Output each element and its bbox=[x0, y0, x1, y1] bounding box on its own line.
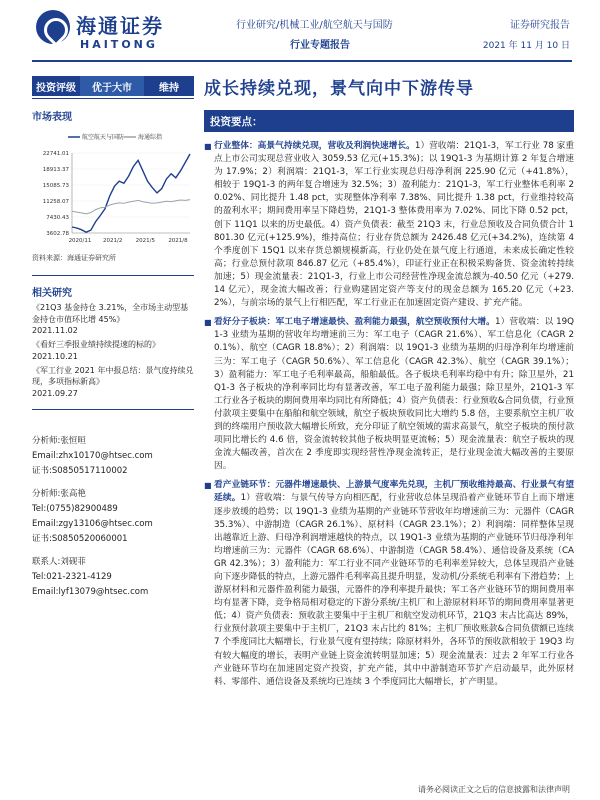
report-type: 行业专题报告 bbox=[290, 40, 350, 51]
rating-underline bbox=[32, 98, 194, 99]
x-tick-label: 2021/2 bbox=[102, 238, 123, 244]
market-chart bbox=[32, 129, 194, 249]
key-point bbox=[204, 316, 574, 473]
report-title: 成长持续兑现，景气向中下游传导 bbox=[204, 79, 474, 99]
y-tick-label: 22741.01 bbox=[42, 151, 69, 157]
rating-label: 投资评级 bbox=[32, 76, 80, 96]
key-point-text bbox=[214, 479, 574, 689]
contact-email[interactable]: Email:lyf13079@htsec.com bbox=[32, 586, 149, 597]
related-item-title: 《21Q3 基金持仓 3.21%，全市场主动型基金持仓市值环比增 45%》 bbox=[32, 303, 189, 324]
key-point-lead: 看好分子板块：军工电子增速最快、盈利能力最强，航空预收预付大增。 bbox=[214, 317, 495, 328]
rating-status: 维持 bbox=[144, 76, 194, 96]
section-divider bbox=[32, 409, 194, 410]
legend-label: 航空航天与国防 bbox=[82, 134, 125, 141]
analyst-email[interactable]: Email:zgy13106@htsec.com bbox=[32, 518, 153, 529]
related-section-title: 相关研究 bbox=[32, 288, 72, 299]
chart-source: 资料来源：海通证券研究所 bbox=[32, 254, 116, 262]
x-tick-label: 2021/5 bbox=[135, 238, 156, 244]
related-list bbox=[32, 302, 194, 399]
bullet-icon: ■ bbox=[204, 481, 212, 491]
logo-chinese: 海通证券 bbox=[76, 14, 164, 38]
industry-category: 行业研究/机械工业/航空航天与国防 bbox=[236, 20, 393, 31]
contact-tel: Tel:021-2321-4129 bbox=[32, 571, 112, 582]
key-point-text bbox=[214, 316, 574, 473]
related-item[interactable] bbox=[32, 302, 194, 336]
y-tick-label: 18913.37 bbox=[42, 167, 69, 173]
analyst-contacts bbox=[32, 434, 194, 600]
key-points-title: 投资要点： bbox=[204, 110, 574, 132]
analyst-cert: 证书:S0850517110002 bbox=[32, 465, 128, 476]
y-tick-label: 15085.73 bbox=[42, 183, 69, 189]
related-item-date: 2021.10.21 bbox=[32, 351, 78, 361]
sidebar bbox=[32, 104, 194, 600]
report-date: 2021 年 11 月 10 日 bbox=[482, 41, 570, 51]
analyst-email[interactable]: Email:zhx10170@htsec.com bbox=[32, 450, 153, 461]
logo-english: HAITONG bbox=[80, 38, 158, 51]
haitong-logo-icon bbox=[36, 10, 70, 44]
bullet-icon: ■ bbox=[204, 318, 212, 328]
related-item[interactable] bbox=[32, 365, 194, 399]
analyst-name: 分析师:张高艳 bbox=[32, 488, 86, 499]
report-header bbox=[0, 0, 600, 62]
key-point-lead: 看产业链环节：元器件增速最快、上游景气度率先兑现，主机厂预收维持最高、行业景气有望延续。 bbox=[214, 480, 574, 504]
rating-bar bbox=[32, 76, 194, 96]
key-point-lead: 行业整体：高景气持续兑现，营收及利润快速增长。 bbox=[214, 141, 415, 151]
series-line-aerospace bbox=[72, 154, 190, 232]
y-tick-label: 11258.07 bbox=[42, 199, 69, 205]
analyst-name: 分析师:张恒晅 bbox=[32, 435, 86, 446]
market-section-title: 市场表现 bbox=[32, 112, 72, 123]
related-item-date: 2021.09.27 bbox=[32, 388, 78, 398]
key-point bbox=[204, 140, 574, 310]
related-item-title: 《看好三季报业绩持续提速的标的》 bbox=[32, 340, 160, 349]
section-divider bbox=[32, 275, 194, 276]
key-points bbox=[204, 140, 574, 695]
report-label: 证券研究报告 bbox=[510, 20, 570, 31]
analyst-tel: Tel:(0755)82900489 bbox=[32, 503, 118, 514]
rating-value: 优于大市 bbox=[80, 76, 144, 96]
market-performance-chart bbox=[32, 129, 194, 249]
related-item-title: 《军工行业 2021 年中报总结：景气度持续兑现，多项指标新高》 bbox=[32, 365, 194, 386]
contact-name: 联系人:刘砚菲 bbox=[32, 556, 86, 567]
key-point-body: 1）营收端：以 19Q1-3 业绩为基期的营收年均增速前三为：军工电子（CAGR 21.6%）、军工信息化（CAGR 20.1%）、航空（CAGR 18.8%）；2）利润端：以 19Q1-3 业绩为基期的归母净利年均增速前三为：军工电子（CAGR 50.6%）、军工信息化（CAGR 42.3%）、航空（CAGR 39.1%）；3）盈利能力：军工电子毛利率最高，船舶最低。各子板块毛利率均稳中有升；除卫星外，21Q1-3 各子板块的净利率同比均有显著改善，军工电子盈利能力最强；除卫星外，21Q1-3 军工行业各子板块的期间费用率均同比有所降低；4）资产负债表：行业预收&合同负债，行业预付款项主要集中在船舶和航空领域，航空子板块预收同比大增约 5.8 倍，主要系航空主机厂收到的终端用户预收款大幅增长所致，充分印证了航空领域的需求高景气，航空子板块的预付款项同比增长约 4.6 倍，资金流转较其他子板块明显更流畅；5）现金流量表：航空子板块的现金流大幅改善，首次在 2 季度即实现经营性净现金流转正，是行业现金流大幅改善的主要原因。 bbox=[214, 317, 574, 472]
x-tick-label: 2021/8 bbox=[168, 238, 188, 244]
x-tick-label: 2020/11 bbox=[68, 238, 92, 244]
bullet-icon: ■ bbox=[204, 142, 212, 151]
related-item[interactable] bbox=[32, 339, 194, 362]
y-tick-label: 3602.78 bbox=[46, 231, 69, 237]
key-point bbox=[204, 479, 574, 689]
related-item-date: 2021.11.02 bbox=[32, 326, 78, 335]
key-point-body: 1）营收端：21Q1-3，军工行业 78 家重点上市公司实现总营业收入 3059.53 亿元(+15.3%)；以 19Q1-3 为基期计算 2 年复合增速为 17.9%；2）利润端：21Q1-3，军工行业实现总归母净利润 225.90 亿元（+41.8%），相较于 19Q1-3 的两年复合增速为 32.5%；3）盈利能力：21Q1-3，军工行业整体毛利率 20.02%、同比提升 1.48 pct，实现整体净利率 7.38%、同比提升 1.38 pct，行业维持较高的盈利水平；期间费用率呈下降趋势，21Q1-3 整体费用率为 7.02%、同比下降 0.52 pct，创下 11Q1 以来的历史最低。4）资产负债表：截至 21Q3 末，行业总预收及合同负债合计 1801.30 亿元(+125.9%)，维持高位；行业存货总额为 2426.48 亿元(+34.2%)，连续第 4 个季度创下 15Q1 以来存货总额规模新高，行业仍处在景气度上行通道，未来成长确定性较高；行业总预付款项 846.87 亿元（+85.4%），印证行业正在积极采购备货、资金流转持续加速；5）现金流量表：21Q1-3，行业上市公司经营性净现金流总额为-40.50 亿元（+279.14 亿元），现金流大幅改善；行业购建固定资产等支付的现金总额为 165.20 亿元（+23.2%），与前宗场的景气上行相匹配，军工行业正在加速固定资产建设、扩充产能。 bbox=[214, 141, 575, 309]
header-divider bbox=[32, 60, 572, 62]
analyst-cert: 证书:S0850520060001 bbox=[32, 533, 128, 544]
y-tick-label: 7430.43 bbox=[46, 215, 69, 221]
key-point-text bbox=[214, 140, 574, 310]
series-line-index bbox=[72, 200, 190, 214]
disclaimer-footer: 请务必阅读正文之后的信息披露和法律声明 bbox=[418, 785, 570, 794]
legend-label: 海通综指 bbox=[138, 134, 163, 141]
key-point-body: 1）营收端：与景气传导方向相匹配，行业营收总体呈现沿着产业链环节自上而下增速逐步放缓的趋势；以 19Q1-3 业绩为基期的产业链环节营收年均增速前三为：元器件（CAGR 35.3%）、中游制造（CAGR 26.1%）、原材料（CAGR 23.1%）；2）利润端：同样整体呈现出越靠近上游、归母净利润增速越快的特点，以 19Q1-3 业绩为基期的产业链环节归母净利年均增速前三为：元器件（CAGR 68.6%）、中游制造（CAGR 58.4%）、通信设备及系统（CAGR 42.3%）；3）盈利能力：军工行业不同产业链环节的毛利率差异较大，总体呈现沿产业链向下逐步降低的特点，上游元器件毛利率高且提升明显，发动机/分系统毛利率有下滑趋势；上游原材料和元器件盈利能力最强，元器件的净利率提升最快；军工各产业链环节的期间费用率均有显著下降，竞争格局相对稳定的下游分系统/主机厂和上游原材料环节的期间费用率显著更低；4）资产负债表：预收款主要集中于主机厂和航空发动机环节，21Q3 末占比高达 89%，行业预付款项主要集中于主机厂，21Q3 末占比约 81%；主机厂预收账款&合同负债额已连续 7 个季度同比大幅增长，行业景气度有望持续；除原材料外，各环节的预收款相较于 19Q3 均有较大幅度的增长，表明产业链上资金流转明显加速；5）现金流量表：过去 2 年军工行业各产业链环节均在加速固定资产投资，扩充产能，其中中游制造环节扩产启动最早，此外原材料、零部件、通信设备及系统均已连续 3 个季度同比大幅增长，扩产明显。 bbox=[214, 493, 575, 687]
